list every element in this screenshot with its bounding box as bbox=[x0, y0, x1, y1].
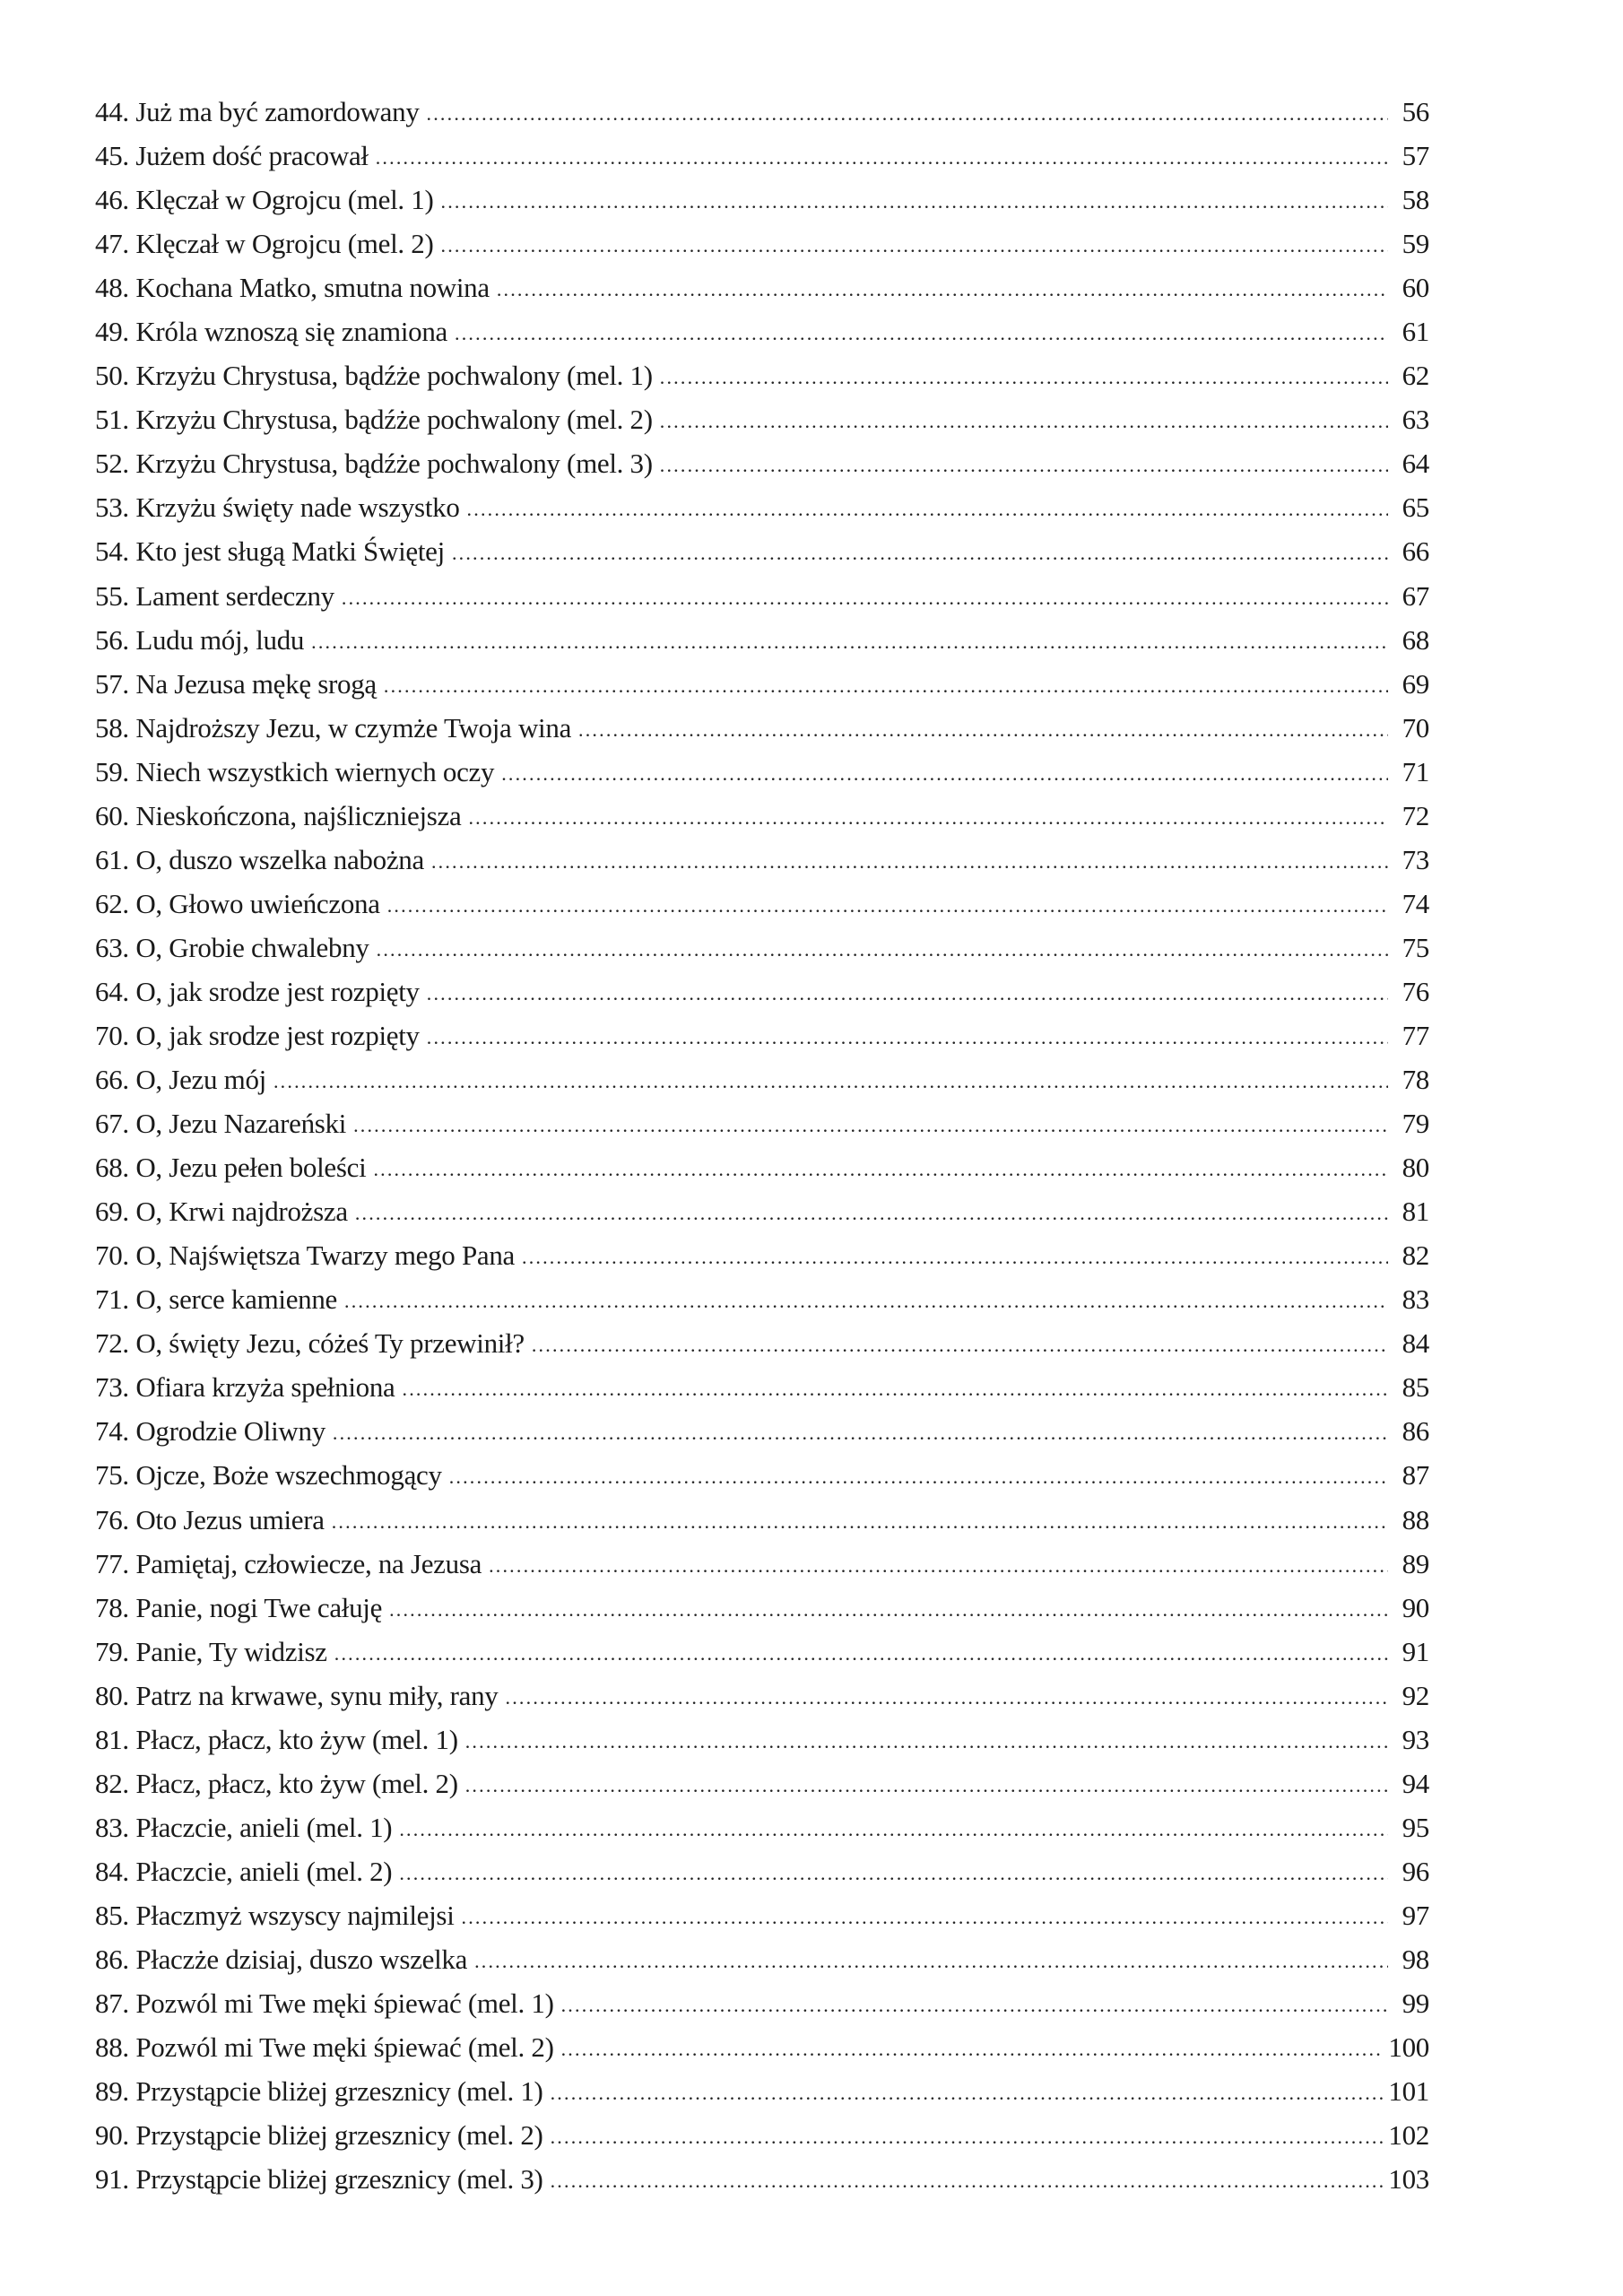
toc-entry-number: 56. bbox=[95, 623, 129, 656]
toc-entry-page: 96 bbox=[1402, 1855, 1429, 1887]
toc-entry-number: 64. bbox=[95, 975, 129, 1007]
toc-entry-title bbox=[95, 662, 377, 706]
toc-entry bbox=[95, 353, 1429, 397]
toc-entry bbox=[95, 1365, 1429, 1409]
toc-entry bbox=[95, 1718, 1429, 1761]
toc-entry bbox=[95, 882, 1429, 926]
toc-entry bbox=[95, 1101, 1429, 1145]
toc-entry-page: 72 bbox=[1402, 799, 1429, 831]
dot-leader bbox=[353, 1103, 1388, 1147]
toc-entry-title bbox=[95, 265, 490, 309]
toc-entry-number: 68. bbox=[95, 1152, 129, 1184]
toc-entry-text: Płaczże dzisiaj, duszo wszelka bbox=[135, 1943, 468, 1975]
toc-entry-page: 90 bbox=[1402, 1591, 1429, 1623]
toc-entry-page: 98 bbox=[1402, 1943, 1429, 1975]
toc-entry-text: Klęczał w Ogrojcu (mel. 1) bbox=[135, 184, 434, 216]
toc-entry-number: 83. bbox=[95, 1811, 129, 1843]
toc-entry-text: Ludu mój, ludu bbox=[135, 623, 305, 656]
toc-entry-number: 89. bbox=[95, 2075, 129, 2108]
toc-entry-text: Lament serdeczny bbox=[135, 579, 334, 612]
toc-entry-text: Kto jest sługą Matki Świętej bbox=[135, 535, 445, 568]
toc-entry-text: Niech wszystkich wiernych oczy bbox=[135, 755, 495, 787]
toc-entry bbox=[95, 309, 1429, 353]
toc-entry-number: 85. bbox=[95, 1899, 129, 1931]
toc-entry-text: O, Najświętsza Twarzy mego Pana bbox=[135, 1239, 515, 1272]
dot-leader bbox=[462, 1895, 1388, 1939]
toc-entry-number: 82. bbox=[95, 1767, 129, 1799]
toc-entry-text: Pozwól mi Twe męki śpiewać (mel. 2) bbox=[135, 2031, 554, 2064]
toc-entry bbox=[95, 1630, 1429, 1674]
dot-leader bbox=[465, 1763, 1388, 1807]
toc-entry bbox=[95, 90, 1429, 134]
toc-entry-text: O, jak srodze jest rozpięty bbox=[135, 975, 420, 1007]
dot-leader bbox=[660, 443, 1388, 487]
toc-entry-title bbox=[95, 1409, 325, 1453]
toc-entry-number: 66. bbox=[95, 1064, 129, 1096]
toc-entry-title bbox=[95, 1586, 382, 1630]
toc-entry bbox=[95, 1981, 1429, 2025]
toc-entry-number: 53. bbox=[95, 491, 129, 524]
toc-entry-title bbox=[95, 441, 653, 485]
toc-entry-number: 71. bbox=[95, 1283, 129, 1316]
toc-entry-text: Oto Jezus umiera bbox=[135, 1503, 325, 1535]
toc-entry-number: 62. bbox=[95, 887, 129, 919]
toc-entry-page: 58 bbox=[1402, 184, 1429, 216]
toc-entry-title bbox=[95, 1013, 420, 1057]
toc-entry bbox=[95, 838, 1429, 882]
dot-leader bbox=[660, 399, 1388, 443]
toc-entry-page: 83 bbox=[1402, 1283, 1429, 1316]
dot-leader bbox=[427, 1015, 1388, 1059]
toc-entry-page: 74 bbox=[1402, 887, 1429, 919]
toc-entry bbox=[95, 970, 1429, 1013]
toc-entry-title bbox=[95, 353, 653, 397]
toc-entry-number: 59. bbox=[95, 755, 129, 787]
dot-leader bbox=[449, 1455, 1388, 1499]
toc-entry bbox=[95, 1761, 1429, 1805]
dot-leader bbox=[578, 708, 1388, 752]
toc-entry-number: 54. bbox=[95, 535, 129, 568]
toc-entry bbox=[95, 2113, 1429, 2157]
toc-entry-number: 76. bbox=[95, 1503, 129, 1535]
toc-entry-number: 70. bbox=[95, 1239, 129, 1272]
toc-entry-title bbox=[95, 1893, 455, 1937]
toc-entry-page: 75 bbox=[1402, 931, 1429, 963]
toc-entry-title bbox=[95, 529, 445, 573]
toc-entry-title bbox=[95, 2113, 543, 2157]
dot-leader bbox=[506, 1675, 1388, 1719]
toc-entry bbox=[95, 1893, 1429, 1937]
toc-entry-title bbox=[95, 222, 434, 265]
toc-entry bbox=[95, 2069, 1429, 2113]
toc-entry bbox=[95, 485, 1429, 529]
toc-entry bbox=[95, 1805, 1429, 1849]
toc-entry-number: 84. bbox=[95, 1855, 129, 1887]
toc-entry-text: Ojcze, Boże wszechmogący bbox=[135, 1459, 442, 1492]
toc-entry-text: O, święty Jezu, cóżeś Ty przewinił? bbox=[135, 1327, 525, 1360]
dot-leader bbox=[561, 1983, 1388, 2027]
dot-leader bbox=[427, 91, 1388, 135]
toc-entry-page: 102 bbox=[1388, 2119, 1429, 2152]
toc-entry-number: 70. bbox=[95, 1019, 129, 1051]
toc-entry-number: 81. bbox=[95, 1723, 129, 1755]
toc-entry-page: 78 bbox=[1402, 1064, 1429, 1096]
dot-leader bbox=[522, 1235, 1388, 1279]
toc-entry-title bbox=[95, 1453, 442, 1497]
dot-leader bbox=[660, 355, 1388, 399]
toc-entry-number: 63. bbox=[95, 931, 129, 963]
toc-entry-title bbox=[95, 1101, 346, 1145]
toc-entry-page: 63 bbox=[1402, 404, 1429, 436]
dot-leader bbox=[489, 1544, 1388, 1587]
toc-entry-title bbox=[95, 706, 571, 750]
toc-entry-title bbox=[95, 1805, 392, 1849]
toc-entry-title bbox=[95, 838, 424, 882]
toc-entry-text: Na Jezusa mękę srogą bbox=[135, 667, 377, 700]
dot-leader bbox=[468, 796, 1388, 839]
dot-leader bbox=[399, 1807, 1388, 1851]
toc-entry-title bbox=[95, 1630, 327, 1674]
toc-entry-number: 47. bbox=[95, 228, 129, 260]
toc-entry-text: Krzyżu święty nade wszystko bbox=[135, 491, 460, 524]
toc-entry-text: Krzyżu Chrystusa, bądźże pochwalony (mel. 3) bbox=[135, 448, 653, 480]
toc-entry bbox=[95, 441, 1429, 485]
dot-leader bbox=[532, 1323, 1388, 1367]
toc-entry-number: 77. bbox=[95, 1547, 129, 1579]
toc-entry-page: 59 bbox=[1402, 228, 1429, 260]
toc-entry-number: 75. bbox=[95, 1459, 129, 1492]
toc-entry-page: 81 bbox=[1402, 1196, 1429, 1228]
toc-entry-number: 60. bbox=[95, 799, 129, 831]
toc-entry bbox=[95, 794, 1429, 838]
toc-entry-text: O, Jezu pełen boleści bbox=[135, 1152, 367, 1184]
toc-entry-page: 77 bbox=[1402, 1019, 1429, 1051]
toc-entry-title bbox=[95, 1277, 337, 1321]
toc-entry bbox=[95, 1586, 1429, 1630]
dot-leader bbox=[332, 1500, 1388, 1544]
toc-entry-page: 79 bbox=[1402, 1108, 1429, 1140]
toc-entry bbox=[95, 1498, 1429, 1542]
toc-entry-title bbox=[95, 309, 447, 353]
toc-entry-number: 61. bbox=[95, 843, 129, 875]
toc-entry-text: Patrz na krwawe, synu miły, rany bbox=[135, 1679, 499, 1711]
dot-leader bbox=[561, 2027, 1384, 2071]
toc-entry-text: Przystąpcie bliżej grzesznicy (mel. 3) bbox=[135, 2163, 543, 2196]
toc-entry-page: 100 bbox=[1388, 2031, 1429, 2064]
toc-entry bbox=[95, 2025, 1429, 2069]
dot-leader bbox=[551, 2071, 1384, 2115]
toc-entry-page: 89 bbox=[1402, 1547, 1429, 1579]
toc-entry-title bbox=[95, 1365, 395, 1409]
toc-entry-number: 45. bbox=[95, 140, 129, 172]
toc-entry bbox=[95, 662, 1429, 706]
toc-entry bbox=[95, 1277, 1429, 1321]
toc-entry-page: 95 bbox=[1402, 1811, 1429, 1843]
toc-entry-text: Przystąpcie bliżej grzesznicy (mel. 1) bbox=[135, 2075, 543, 2108]
toc-entry-text: O, Głowo uwieńczona bbox=[135, 887, 380, 919]
toc-entry-title bbox=[95, 134, 369, 178]
toc-entry-page: 91 bbox=[1402, 1635, 1429, 1667]
toc-entry-text: O, jak srodze jest rozpięty bbox=[135, 1019, 420, 1051]
toc-entry-title bbox=[95, 882, 380, 926]
toc-entry bbox=[95, 1189, 1429, 1233]
toc-entry-title bbox=[95, 1937, 467, 1981]
toc-entry bbox=[95, 1409, 1429, 1453]
toc-entry-text: Już ma być zamordowany bbox=[135, 96, 420, 127]
toc-entry-page: 99 bbox=[1402, 1987, 1429, 2020]
toc-entry bbox=[95, 222, 1429, 265]
dot-leader bbox=[455, 311, 1388, 355]
toc-entry bbox=[95, 1321, 1429, 1365]
dot-leader bbox=[373, 1147, 1388, 1191]
toc-entry-page: 61 bbox=[1402, 316, 1429, 348]
toc-entry-page: 86 bbox=[1402, 1415, 1429, 1448]
toc-entry-page: 67 bbox=[1402, 579, 1429, 612]
toc-entry-number: 69. bbox=[95, 1196, 129, 1228]
dot-leader bbox=[465, 1719, 1388, 1763]
toc-entry bbox=[95, 1937, 1429, 1981]
toc-entry-title bbox=[95, 90, 420, 134]
toc-entry-page: 70 bbox=[1402, 711, 1429, 744]
toc-entry-title bbox=[95, 1981, 554, 2025]
toc-entry-number: 48. bbox=[95, 272, 129, 304]
toc-entry-number: 78. bbox=[95, 1591, 129, 1623]
toc-entry-title bbox=[95, 750, 494, 794]
toc-entry-title bbox=[95, 794, 461, 838]
toc-entry-text: Pozwól mi Twe męki śpiewać (mel. 1) bbox=[135, 1987, 554, 2020]
toc-entry-number: 74. bbox=[95, 1415, 129, 1448]
toc-entry-text: O, Jezu Nazareński bbox=[135, 1108, 347, 1140]
dot-leader bbox=[551, 2115, 1384, 2159]
toc-entry-text: Płacz, płacz, kto żyw (mel. 2) bbox=[135, 1767, 458, 1799]
toc-entry bbox=[95, 265, 1429, 309]
toc-entry-page: 76 bbox=[1402, 975, 1429, 1007]
dot-leader bbox=[355, 1191, 1388, 1235]
toc-entry-title bbox=[95, 1498, 325, 1542]
toc-entry-page: 65 bbox=[1402, 491, 1429, 524]
toc-entry-page: 62 bbox=[1402, 360, 1429, 392]
toc-entry-text: Nieskończona, najśliczniejsza bbox=[135, 799, 462, 831]
dot-leader bbox=[384, 664, 1388, 708]
toc-entry-title bbox=[95, 178, 434, 222]
toc-entry bbox=[95, 1674, 1429, 1718]
toc-entry-text: O, Krwi najdroższa bbox=[135, 1196, 348, 1228]
toc-entry-title bbox=[95, 1849, 392, 1893]
toc-entry-text: Ofiara krzyża spełniona bbox=[135, 1371, 395, 1404]
toc-entry-page: 69 bbox=[1402, 667, 1429, 700]
toc-entry-title bbox=[95, 970, 420, 1013]
toc-entry-number: 88. bbox=[95, 2031, 129, 2064]
toc-entry-text: Pamiętaj, człowiecze, na Jezusa bbox=[135, 1547, 482, 1579]
toc-entry bbox=[95, 178, 1429, 222]
dot-leader bbox=[551, 2159, 1384, 2203]
toc-entry-title bbox=[95, 1145, 366, 1189]
toc-entry bbox=[95, 1849, 1429, 1893]
toc-entry-title bbox=[95, 2157, 543, 2201]
toc-entry-text: Jużem dość pracował bbox=[135, 140, 369, 172]
toc-entry-number: 79. bbox=[95, 1635, 129, 1667]
toc-entry bbox=[95, 618, 1429, 662]
toc-entry-text: Płaczmyż wszyscy najmilejsi bbox=[135, 1899, 455, 1931]
toc-entry-text: O, Grobie chwalebny bbox=[135, 931, 369, 963]
toc-entry-page: 87 bbox=[1402, 1459, 1429, 1492]
toc-entry-text: Króla wznoszą się znamiona bbox=[135, 316, 448, 348]
dot-leader bbox=[399, 1851, 1388, 1895]
toc-entry-number: 67. bbox=[95, 1108, 129, 1140]
toc-entry bbox=[95, 1057, 1429, 1101]
toc-entry-page: 94 bbox=[1402, 1767, 1429, 1799]
dot-leader bbox=[441, 223, 1388, 267]
toc-entry-title bbox=[95, 1189, 348, 1233]
toc-entry-text: Klęczał w Ogrojcu (mel. 2) bbox=[135, 228, 434, 260]
dot-leader bbox=[389, 1587, 1388, 1631]
dot-leader bbox=[334, 1631, 1388, 1675]
toc-entry-number: 51. bbox=[95, 404, 129, 436]
toc-entry-page: 73 bbox=[1402, 843, 1429, 875]
dot-leader bbox=[501, 752, 1388, 796]
dot-leader bbox=[376, 135, 1388, 179]
toc-entry-title bbox=[95, 485, 460, 529]
dot-leader bbox=[387, 883, 1388, 927]
toc-entry bbox=[95, 1542, 1429, 1586]
toc-entry bbox=[95, 1453, 1429, 1497]
toc-entry-number: 55. bbox=[95, 579, 129, 612]
toc-entry-page: 57 bbox=[1402, 140, 1429, 172]
toc-entry-title bbox=[95, 618, 304, 662]
toc-entry bbox=[95, 574, 1429, 618]
toc-entry-number: 72. bbox=[95, 1327, 129, 1360]
dot-leader bbox=[497, 267, 1388, 311]
toc-entry-number: 80. bbox=[95, 1679, 129, 1711]
toc-entry-number: 86. bbox=[95, 1943, 129, 1975]
toc-entry-text: Panie, Ty widzisz bbox=[135, 1635, 327, 1667]
toc-entry-text: Najdroższy Jezu, w czymże Twoja wina bbox=[135, 711, 572, 744]
toc-entry-number: 57. bbox=[95, 667, 129, 700]
toc-entry-page: 103 bbox=[1388, 2163, 1429, 2196]
toc-entry-page: 56 bbox=[1402, 96, 1429, 127]
toc-entry-number: 50. bbox=[95, 360, 129, 392]
dot-leader bbox=[377, 927, 1388, 971]
toc-entry-text: Kochana Matko, smutna nowina bbox=[135, 272, 490, 304]
toc-entry-text: Płaczcie, anieli (mel. 2) bbox=[135, 1855, 393, 1887]
toc-entry-number: 87. bbox=[95, 1987, 129, 2020]
toc-entry-number: 73. bbox=[95, 1371, 129, 1404]
toc-entry-number: 58. bbox=[95, 711, 129, 744]
toc-entry bbox=[95, 706, 1429, 750]
dot-leader bbox=[467, 487, 1388, 531]
toc-entry bbox=[95, 529, 1429, 573]
toc-entry-page: 92 bbox=[1402, 1679, 1429, 1711]
toc-entry-page: 64 bbox=[1402, 448, 1429, 480]
toc-entry-title bbox=[95, 1718, 458, 1761]
toc-entry-text: Ogrodzie Oliwny bbox=[135, 1415, 325, 1448]
toc-entry-text: Krzyżu Chrystusa, bądźże pochwalony (mel. 1) bbox=[135, 360, 653, 392]
toc-entry bbox=[95, 1013, 1429, 1057]
toc-entry-page: 88 bbox=[1402, 1503, 1429, 1535]
dot-leader bbox=[452, 531, 1388, 575]
toc-entry-text: O, duszo wszelka nabożna bbox=[135, 843, 424, 875]
toc-entry-page: 101 bbox=[1388, 2075, 1429, 2108]
toc-entry-number: 90. bbox=[95, 2119, 129, 2152]
toc-entry-text: Panie, nogi Twe całuję bbox=[135, 1591, 383, 1623]
toc-entry-page: 97 bbox=[1402, 1899, 1429, 1931]
dot-leader bbox=[431, 839, 1388, 883]
toc-entry-title bbox=[95, 1057, 266, 1101]
toc-entry-title bbox=[95, 1674, 499, 1718]
toc-entry-page: 93 bbox=[1402, 1723, 1429, 1755]
toc-entry-title bbox=[95, 397, 653, 441]
toc-entry bbox=[95, 926, 1429, 970]
toc-entry bbox=[95, 1233, 1429, 1277]
toc-entry-page: 84 bbox=[1402, 1327, 1429, 1360]
dot-leader bbox=[441, 179, 1388, 223]
toc-entry-title bbox=[95, 1321, 525, 1365]
toc-entry-title bbox=[95, 926, 369, 970]
toc-entry bbox=[95, 2157, 1429, 2201]
toc-entry-page: 80 bbox=[1402, 1152, 1429, 1184]
toc-entry-page: 60 bbox=[1402, 272, 1429, 304]
toc-entry-number: 44. bbox=[95, 96, 129, 127]
toc-entry-number: 49. bbox=[95, 316, 129, 348]
toc-entry-text: Płaczcie, anieli (mel. 1) bbox=[135, 1811, 393, 1843]
toc-entry-title bbox=[95, 2025, 554, 2069]
toc-entry-page: 71 bbox=[1402, 755, 1429, 787]
dot-leader bbox=[344, 1279, 1388, 1323]
table-of-contents bbox=[95, 90, 1429, 2201]
toc-entry-text: Płacz, płacz, kto żyw (mel. 1) bbox=[135, 1723, 458, 1755]
toc-entry-page: 82 bbox=[1402, 1239, 1429, 1272]
toc-entry-number: 46. bbox=[95, 184, 129, 216]
toc-entry-text: O, Jezu mój bbox=[135, 1064, 266, 1096]
toc-entry-title bbox=[95, 1761, 458, 1805]
dot-leader bbox=[342, 576, 1388, 620]
dot-leader bbox=[427, 971, 1388, 1015]
toc-entry bbox=[95, 397, 1429, 441]
toc-entry-number: 91. bbox=[95, 2163, 129, 2196]
toc-entry-title bbox=[95, 574, 334, 618]
toc-entry bbox=[95, 1145, 1429, 1189]
dot-leader bbox=[273, 1059, 1388, 1103]
toc-entry-number: 52. bbox=[95, 448, 129, 480]
toc-entry bbox=[95, 750, 1429, 794]
toc-entry-text: Przystąpcie bliżej grzesznicy (mel. 2) bbox=[135, 2119, 543, 2152]
dot-leader bbox=[403, 1367, 1389, 1411]
dot-leader bbox=[474, 1939, 1388, 1983]
dot-leader bbox=[333, 1411, 1388, 1455]
toc-entry-text: O, serce kamienne bbox=[135, 1283, 338, 1316]
toc-entry-page: 68 bbox=[1402, 623, 1429, 656]
toc-entry-text: Krzyżu Chrystusa, bądźże pochwalony (mel. 2) bbox=[135, 404, 653, 436]
toc-entry-title bbox=[95, 1233, 515, 1277]
toc-entry-title bbox=[95, 1542, 482, 1586]
toc-entry-page: 85 bbox=[1402, 1371, 1429, 1404]
toc-entry-page: 66 bbox=[1402, 535, 1429, 568]
dot-leader bbox=[311, 620, 1388, 664]
toc-entry-title bbox=[95, 2069, 543, 2113]
toc-entry bbox=[95, 134, 1429, 178]
